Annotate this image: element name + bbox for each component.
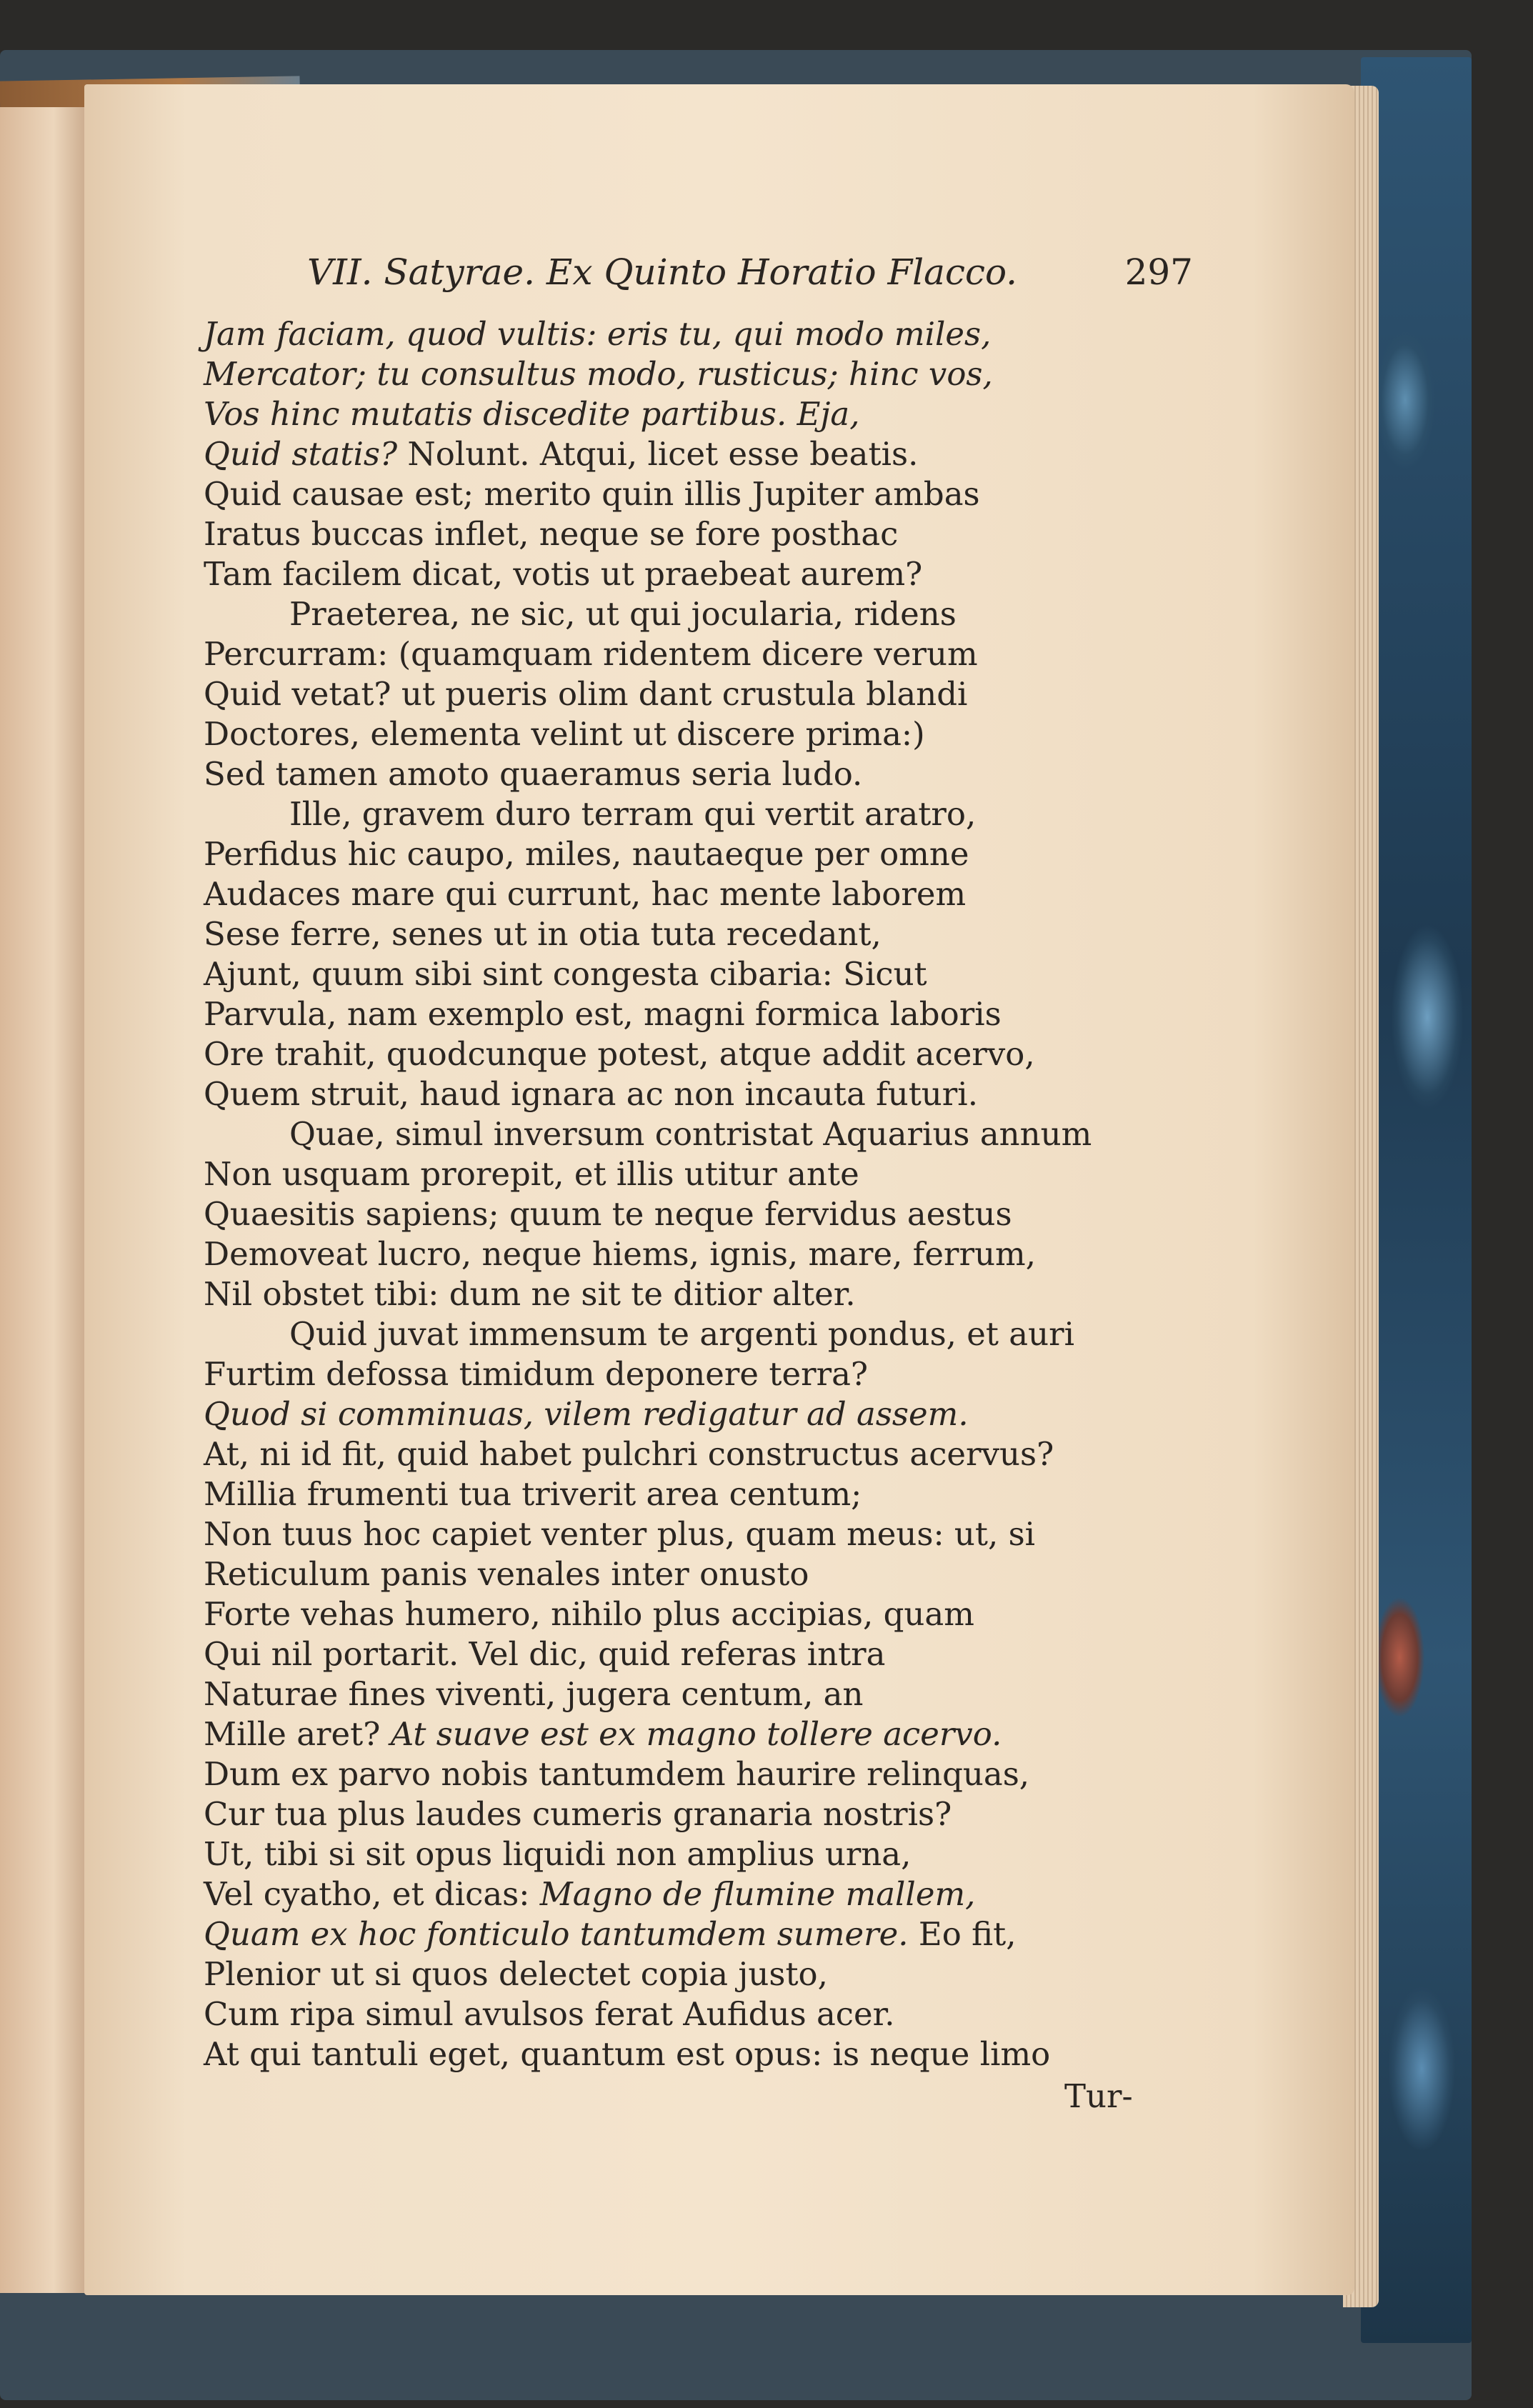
text-line [204,434,1204,474]
text-segment: Iratus buccas inflet, neque se fore posthac [204,515,899,553]
text-line [204,1954,1204,1994]
catchword: Tur- [1064,2077,1133,2115]
text-line [204,874,1204,914]
text-line [204,1554,1204,1594]
text-segment: Qui nil portarit. Vel dic, quid referas intra [204,1635,886,1673]
text-line [204,1474,1204,1514]
text-segment: Nil obstet tibi: dum ne sit te ditior alter. [204,1275,856,1313]
page-number: 297 [1124,251,1193,293]
text-line [204,1914,1204,1954]
text-segment: Magno de flumine mallem, [539,1875,976,1913]
text-line [204,1394,1204,1434]
text-line [204,1754,1204,1794]
text-line [204,314,1204,354]
text-segment: Non usquam prorepit, et illis utitur ante [204,1155,859,1193]
text-line [204,394,1204,434]
text-segment: Quid causae est; merito quin illis Jupiter ambas [204,475,980,513]
text-segment: Quid juvat immensum te argenti pondus, et auri [289,1315,1075,1353]
text-line [204,1034,1204,1074]
text-segment: Quid vetat? ut pueris olim dant crustula blandi [204,675,968,713]
text-segment: Vel cyatho, et dicas: [204,1875,540,1913]
text-segment: Jam faciam, quod vultis: eris tu, qui modo miles, [204,315,992,353]
text-segment: Doctores, elementa velint ut discere prima:) [204,715,925,753]
text-line [204,994,1204,1034]
text-segment: Percurram: (quamquam ridentem dicere verum [204,635,978,673]
text-line [204,1714,1204,1754]
poem-text [204,314,1204,2074]
text-segment: Reticulum panis venales inter onusto [204,1555,809,1593]
text-line [204,1194,1204,1234]
text-line [204,1154,1204,1194]
text-segment: Millia frumenti tua triverit area centum; [204,1475,862,1513]
text-segment: At qui tantuli eget, quantum est opus: is neque limo [204,2035,1051,2073]
text-line [204,1994,1204,2034]
text-segment: At suave est ex magno tollere acervo. [390,1715,1002,1753]
text-segment: Ille, gravem duro terram qui vertit aratro, [289,795,977,833]
text-line [204,1314,1204,1354]
text-segment: Ut, tibi si sit opus liquidi non amplius urna, [204,1835,912,1873]
text-line [204,1074,1204,1114]
text-segment: Naturae fines viventi, jugera centum, an [204,1675,864,1713]
text-line [204,554,1204,594]
text-segment: Ajunt, quum sibi sint congesta cibaria: Sicut [204,955,927,993]
text-line [204,594,1204,634]
text-segment: Dum ex parvo nobis tantumdem haurire relinquas, [204,1755,1030,1793]
text-line [204,794,1204,834]
text-segment: Mercator; tu consultus modo, rusticus; hinc vos, [204,355,993,393]
text-line [204,514,1204,554]
running-header [307,251,1193,294]
text-segment: Tam facilem dicat, votis ut praebeat aurem? [204,555,923,593]
text-segment: Ore trahit, quodcunque potest, atque addit acervo, [204,1035,1035,1073]
text-line [204,354,1204,394]
text-segment: Quam ex hoc fonticulo tantumdem sumere. [204,1915,919,1953]
text-segment: Sed tamen amoto quaeramus seria ludo. [204,755,863,793]
text-segment: Audaces mare qui currunt, hac mente laborem [204,875,967,913]
text-segment: Quaesitis sapiens; quum te neque fervidus aestus [204,1195,1012,1233]
left-page-edge [0,107,89,2293]
text-line [204,2034,1204,2074]
text-line [204,714,1204,754]
text-segment: Mille aret? [204,1715,391,1753]
text-line [204,1114,1204,1154]
text-segment: Cur tua plus laudes cumeris granaria nostris? [204,1795,952,1833]
text-line [204,1514,1204,1554]
text-line [204,1234,1204,1274]
text-line [204,1874,1204,1914]
text-segment: Parvula, nam exemplo est, magni formica laboris [204,995,1002,1033]
text-line [204,1634,1204,1674]
text-line [204,1794,1204,1834]
text-line [204,1274,1204,1314]
text-line [204,914,1204,954]
text-segment: Praeterea, ne sic, ut qui jocularia, ridens [289,595,957,633]
text-line [204,1834,1204,1874]
text-segment: Vos hinc mutatis discedite partibus. Eja, [204,395,860,433]
text-line [204,634,1204,674]
header-title: VII. Satyrae. Ex Quinto Horatio Flacco. [307,251,1018,293]
text-line [204,1674,1204,1714]
text-segment: At, ni id fit, quid habet pulchri constructus acervus? [204,1435,1054,1473]
text-line [204,1594,1204,1634]
text-segment: Nolunt. Atqui, licet esse beatis. [407,435,919,473]
text-segment: Quae, simul inversum contristat Aquarius annum [289,1115,1092,1153]
text-segment: Sese ferre, senes ut in otia tuta recedant, [204,915,882,953]
text-segment: Perfidus hic caupo, miles, nautaeque per omne [204,835,969,873]
text-segment: Plenior ut si quos delectet copia justo, [204,1955,828,1993]
text-line [204,834,1204,874]
text-line [204,1354,1204,1394]
text-segment: Furtim defossa timidum deponere terra? [204,1355,869,1393]
text-line [204,954,1204,994]
text-line [204,474,1204,514]
text-segment: Cum ripa simul avulsos ferat Aufidus acer. [204,1995,895,2033]
text-segment: Eo fit, [918,1915,1017,1953]
text-segment: Quid statis? [204,435,408,473]
text-line [204,1434,1204,1474]
text-segment: Forte vehas humero, nihilo plus accipias, quam [204,1595,974,1633]
text-segment: Non tuus hoc capiet venter plus, quam meus: ut, si [204,1515,1036,1553]
text-line [204,674,1204,714]
text-line [204,754,1204,794]
text-segment: Quod si comminuas, vilem redigatur ad assem. [204,1395,969,1433]
text-segment: Quem struit, haud ignara ac non incauta futuri. [204,1075,978,1113]
text-segment: Demoveat lucro, neque hiems, ignis, mare, ferrum, [204,1235,1037,1273]
